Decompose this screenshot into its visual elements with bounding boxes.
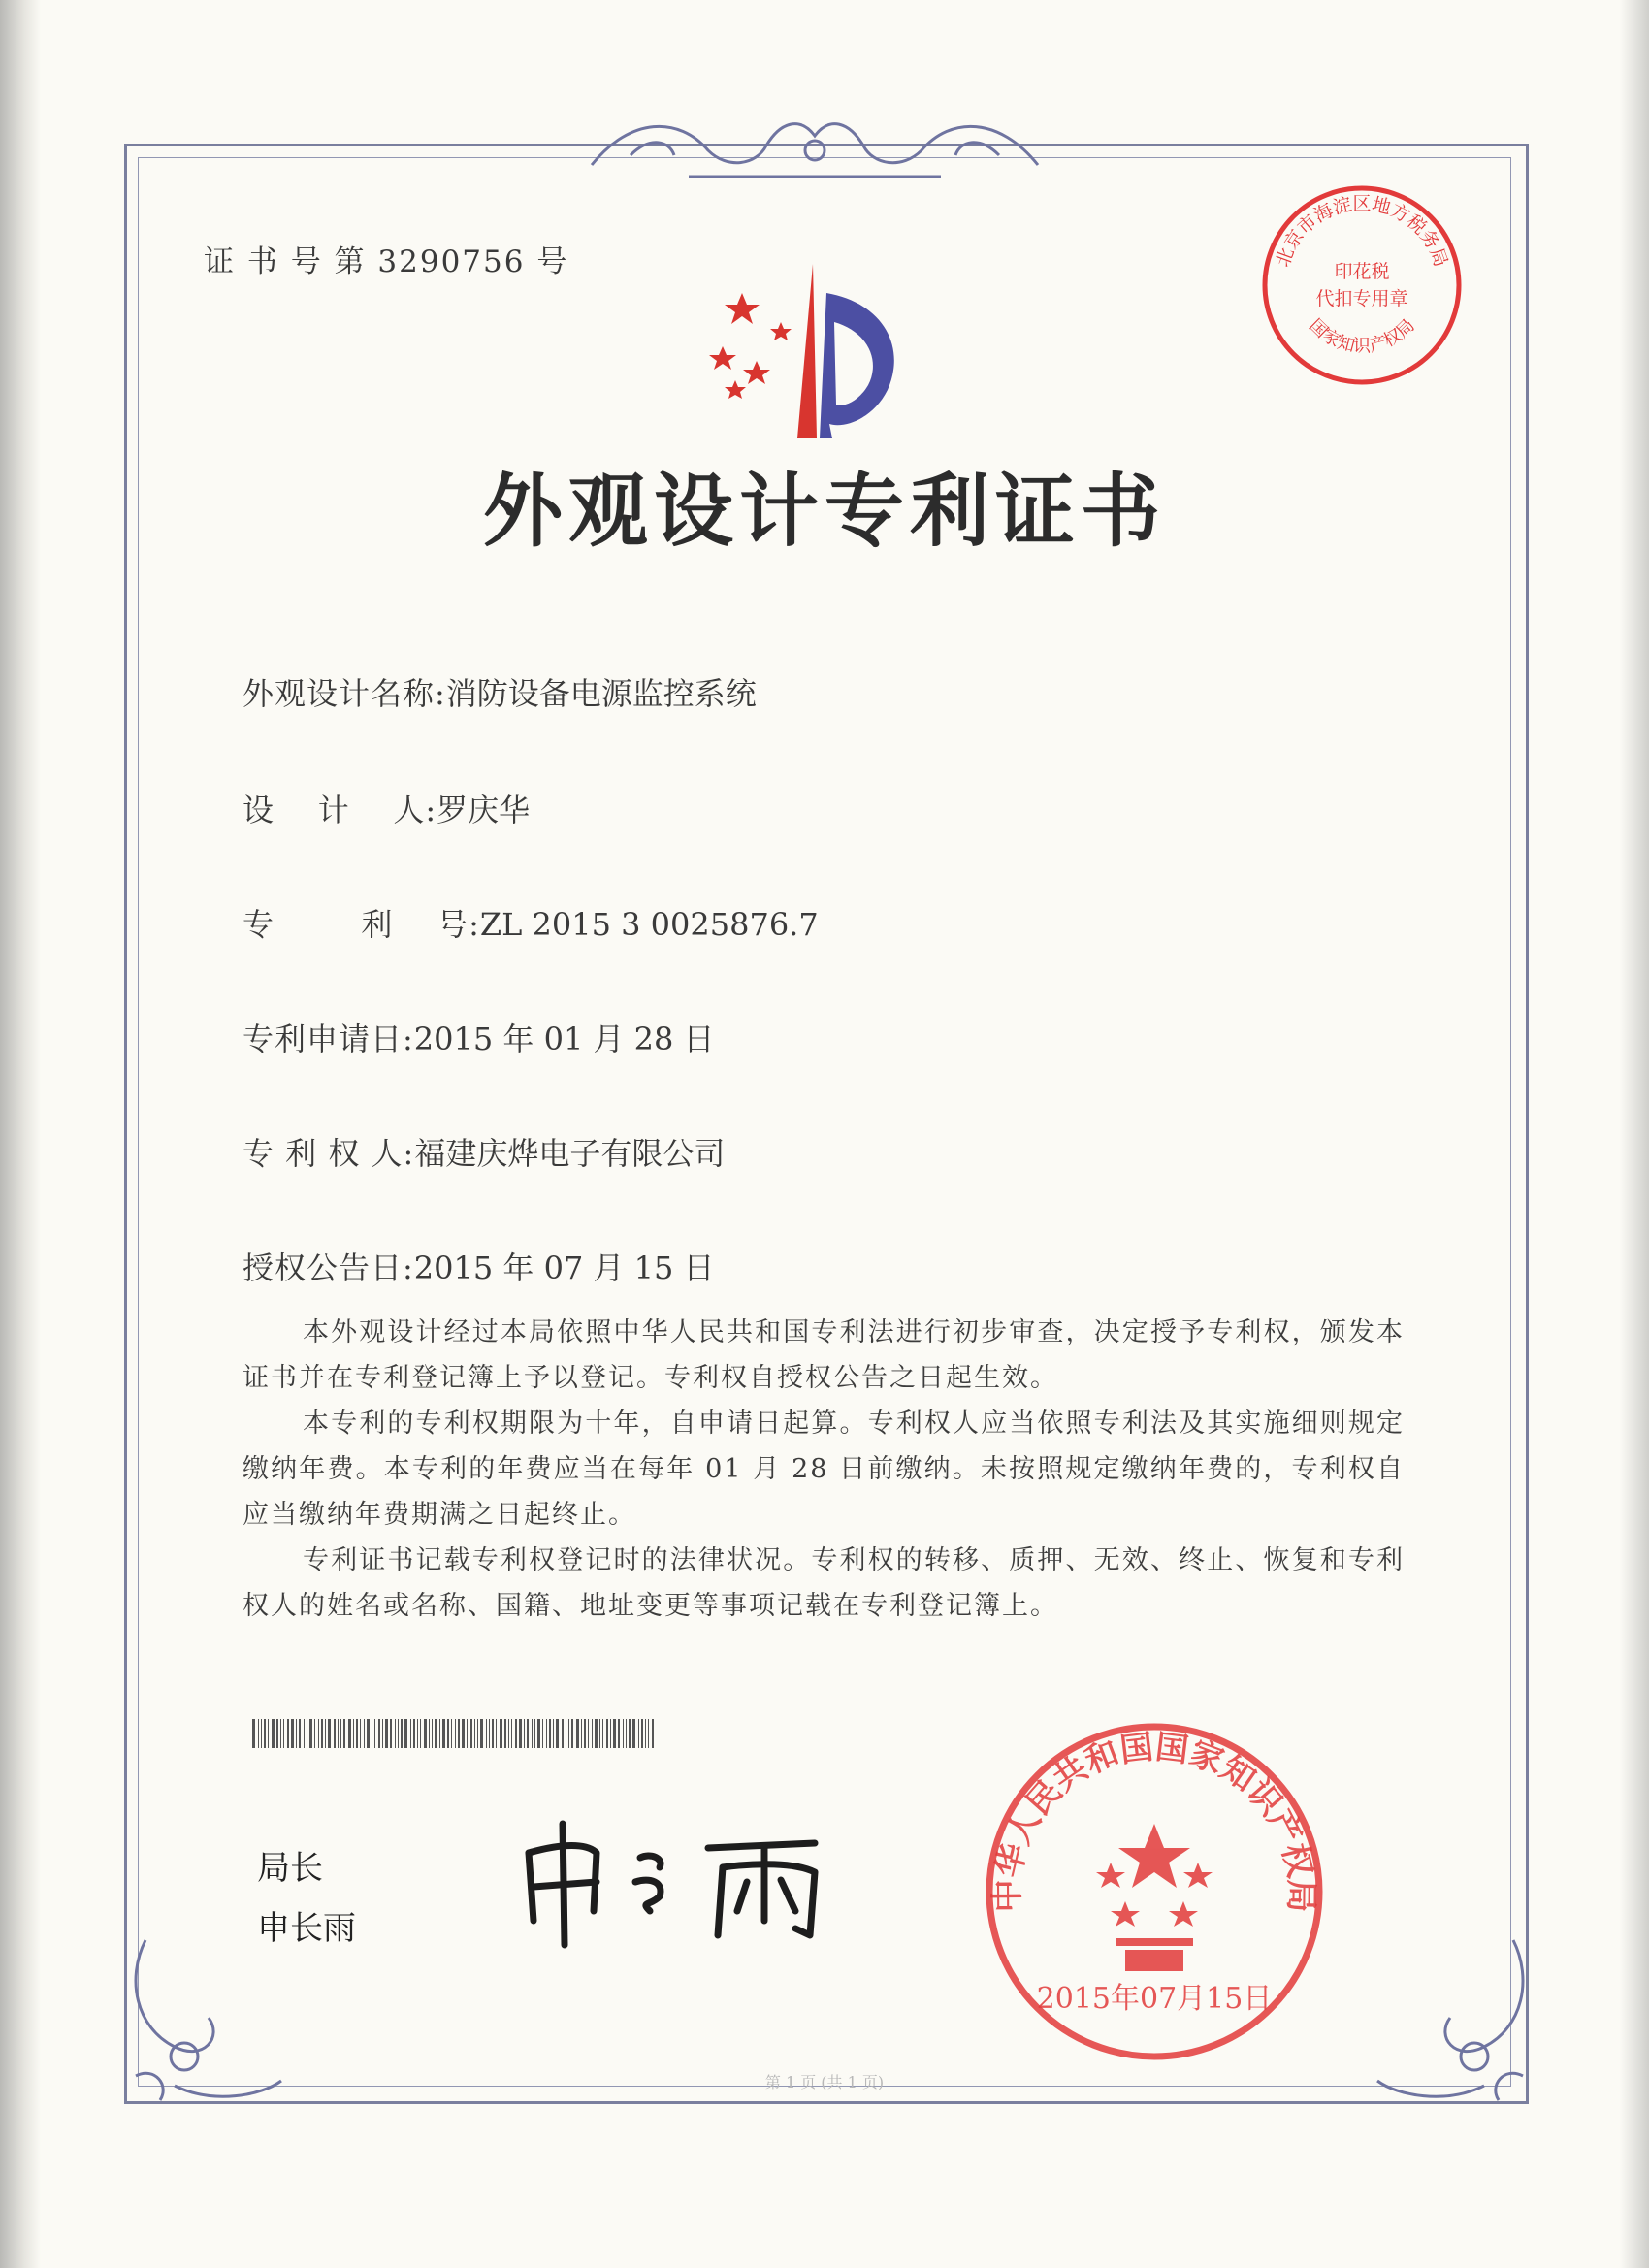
page-footer: 第 1 页 (共 1 页) bbox=[764, 2073, 885, 2091]
handwritten-signature bbox=[504, 1814, 854, 1950]
field-value: 罗庆华 bbox=[436, 792, 531, 828]
tax-stamp-top-text: 北京市海淀区地方税务局 bbox=[1272, 193, 1452, 270]
tax-stamp-bottom-text: 国家知识产权局 bbox=[1305, 315, 1419, 357]
body-paragraph: 专利证书记载专利权登记时的法律状况。专利权的转移、质押、无效、终止、恢复和专利权人的姓名或名称、国籍、地址变更等事项记载在专利登记簿上。 bbox=[242, 1545, 1405, 1621]
field-label: 授权公告日: bbox=[242, 1249, 414, 1286]
tax-stamp-seal bbox=[1257, 180, 1467, 390]
top-ornament-icon bbox=[572, 97, 1057, 194]
field-grant-date bbox=[242, 1244, 715, 1288]
field-patentee bbox=[242, 1129, 725, 1174]
field-designer bbox=[242, 786, 530, 830]
tax-stamp-center-line2: 代扣专用章 bbox=[1315, 288, 1408, 309]
field-value: 福建庆烨电子有限公司 bbox=[414, 1135, 726, 1172]
director-name: 申长雨 bbox=[257, 1909, 356, 1948]
tax-stamp-center-line1: 印花税 bbox=[1334, 261, 1390, 282]
seal-arc-text: 中华人民共和国国家知识产权局 bbox=[987, 1728, 1321, 1913]
field-value: ZL 2015 3 0025876.7 bbox=[479, 906, 819, 943]
scan-edge-left bbox=[0, 0, 41, 2268]
barcode bbox=[252, 1719, 654, 1748]
field-application-date bbox=[242, 1015, 715, 1059]
field-patent-number bbox=[242, 900, 819, 945]
svg-text:北京市海淀区地方税务局 bbox=[1272, 193, 1451, 270]
svg-text:中华人民共和国国家知识产权局 bbox=[988, 1728, 1320, 1912]
seal-date: 2015年07月15日 bbox=[1036, 1982, 1273, 2016]
field-label: 专 利 号: bbox=[242, 906, 480, 943]
page-title: 外观设计专利证书 bbox=[482, 466, 1166, 558]
certificate-number: 证 书 号 第 3290756 号 bbox=[204, 244, 569, 279]
director-title: 局长 bbox=[257, 1849, 323, 1888]
field-value: 2015 年 01 月 28 日 bbox=[413, 1021, 715, 1057]
field-value: 消防设备电源监控系统 bbox=[445, 675, 757, 712]
cnipa-logo-icon bbox=[689, 254, 941, 448]
field-label: 专利申请日: bbox=[242, 1021, 414, 1057]
field-label: 外观设计名称: bbox=[242, 675, 446, 712]
svg-text:国家知识产权局 bbox=[1305, 315, 1419, 357]
official-seal bbox=[980, 1717, 1329, 2066]
field-design-name bbox=[242, 669, 757, 714]
body-paragraph: 本外观设计经过本局依照中华人民共和国专利法进行初步审查，决定授予专利权，颁发本证书并在专利登记簿上予以登记。专利权自授权公告之日起生效。 bbox=[242, 1317, 1405, 1393]
field-value: 2015 年 07 月 15 日 bbox=[413, 1249, 715, 1286]
field-label: 专 利 权 人: bbox=[242, 1135, 415, 1172]
scan-edge-right bbox=[1620, 0, 1649, 2268]
field-label: 设 计 人: bbox=[242, 792, 437, 828]
body-paragraph: 本专利的专利权期限为十年，自申请日起算。专利权人应当依照专利法及其实施细则规定缴纳年费。本专利的年费应当在每年 01 月 28 日前缴纳。未按照规定缴纳年费的，专利权自应当缴纳年费期满之日起终止。 bbox=[242, 1409, 1405, 1530]
